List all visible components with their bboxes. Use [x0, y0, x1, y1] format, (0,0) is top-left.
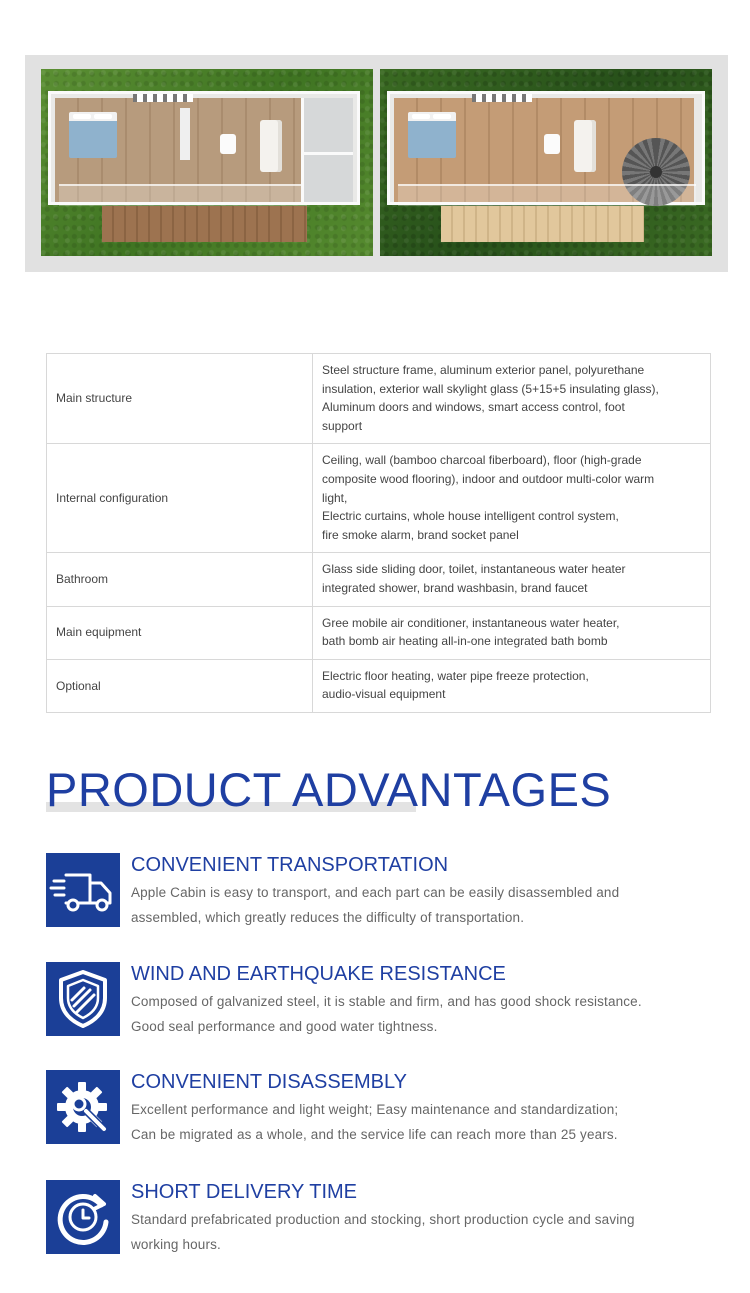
advantage-item — [46, 1180, 711, 1260]
spec-line: Electric curtains, whole house intelligent control system, — [322, 509, 619, 524]
cabin-outline — [48, 91, 360, 205]
spec-value — [313, 606, 711, 659]
spec-label: Optional — [47, 659, 313, 712]
wooden-deck — [102, 206, 307, 242]
wooden-deck — [441, 206, 644, 242]
spec-label: Main structure — [47, 354, 313, 444]
table-row — [47, 354, 711, 444]
description-line: Composed of galvanized steel, it is stable and firm, and has good shock resistance. — [131, 994, 642, 1009]
spec-table — [46, 353, 711, 713]
advantage-title: SHORT DELIVERY TIME — [131, 1181, 358, 1203]
clock-cycle-icon — [46, 1180, 120, 1254]
bathroom-area — [301, 98, 353, 202]
spec-line: Ceiling, wall (bamboo charcoal fiberboard), floor (high-grade — [322, 453, 642, 468]
spec-line: Steel structure frame, aluminum exterior panel, polyurethane — [322, 363, 645, 377]
spec-line: integrated shower, brand washbasin, brand faucet — [322, 580, 588, 595]
advantage-title: CONVENIENT TRANSPORTATION — [131, 854, 449, 876]
spec-label: Bathroom — [47, 553, 313, 606]
table-row — [47, 553, 711, 606]
table-row — [47, 606, 711, 659]
table-row — [47, 659, 711, 712]
spec-line: insulation, exterior wall skylight glass (5+15+5 insulating glass), — [322, 381, 659, 396]
floor-plan-image-staircase — [380, 69, 712, 256]
advantage-description — [131, 989, 705, 1039]
spec-label: Main equipment — [47, 606, 313, 659]
description-line: working hours. — [131, 1237, 221, 1252]
gear-wrench-icon — [46, 1070, 120, 1144]
cabin-outline — [387, 91, 705, 205]
spec-line: audio-visual equipment — [322, 687, 446, 702]
advantage-item — [46, 853, 711, 933]
section-heading — [46, 763, 612, 816]
spec-line: Glass side sliding door, toilet, instantaneous water heater — [322, 562, 626, 577]
spec-value — [313, 659, 711, 712]
truck-icon — [46, 853, 120, 927]
spec-line: light, — [322, 490, 348, 505]
description-line: assembled, which greatly reduces the difficulty of transportation. — [131, 910, 525, 925]
description-line: Apple Cabin is easy to transport, and each part can be easily disassembled and — [131, 885, 620, 900]
advantage-description — [131, 1097, 705, 1147]
floor-plan-gallery — [25, 55, 728, 272]
floor-plan-image-bathroom — [41, 69, 373, 256]
description-line: Can be migrated as a whole, and the service life can reach more than 25 years. — [131, 1127, 618, 1142]
advantage-description — [131, 1207, 705, 1257]
spec-value — [313, 553, 711, 606]
spec-line: composite wood flooring), indoor and outdoor multi-color warm — [322, 471, 655, 486]
spec-value — [313, 444, 711, 553]
description-line: Good seal performance and good water tightness. — [131, 1019, 438, 1034]
advantage-title: WIND AND EARTHQUAKE RESISTANCE — [131, 963, 506, 985]
description-line: Excellent performance and light weight; Easy maintenance and standardization; — [131, 1102, 619, 1117]
page-title: PRODUCT ADVANTAGES — [46, 763, 612, 816]
advantage-item — [46, 1070, 711, 1150]
spec-line: Electric floor heating, water pipe freeze protection, — [322, 668, 589, 683]
advantage-item — [46, 962, 711, 1042]
spec-label: Internal configuration — [47, 444, 313, 553]
spec-line: fire smoke alarm, brand socket panel — [322, 527, 519, 542]
spec-value — [313, 354, 711, 444]
spec-line: Gree mobile air conditioner, instantaneous water heater, — [322, 615, 620, 630]
description-line: Standard prefabricated production and stocking, short production cycle and saving — [131, 1212, 635, 1227]
spec-line: Aluminum doors and windows, smart access control, foot — [322, 400, 625, 415]
advantage-description — [131, 880, 705, 930]
spec-line: support — [322, 418, 363, 433]
shield-icon — [46, 962, 120, 1036]
advantage-title: CONVENIENT DISASSEMBLY — [131, 1071, 407, 1093]
table-row — [47, 444, 711, 553]
spec-line: bath bomb air heating all-in-one integrated bath bomb — [322, 634, 608, 649]
